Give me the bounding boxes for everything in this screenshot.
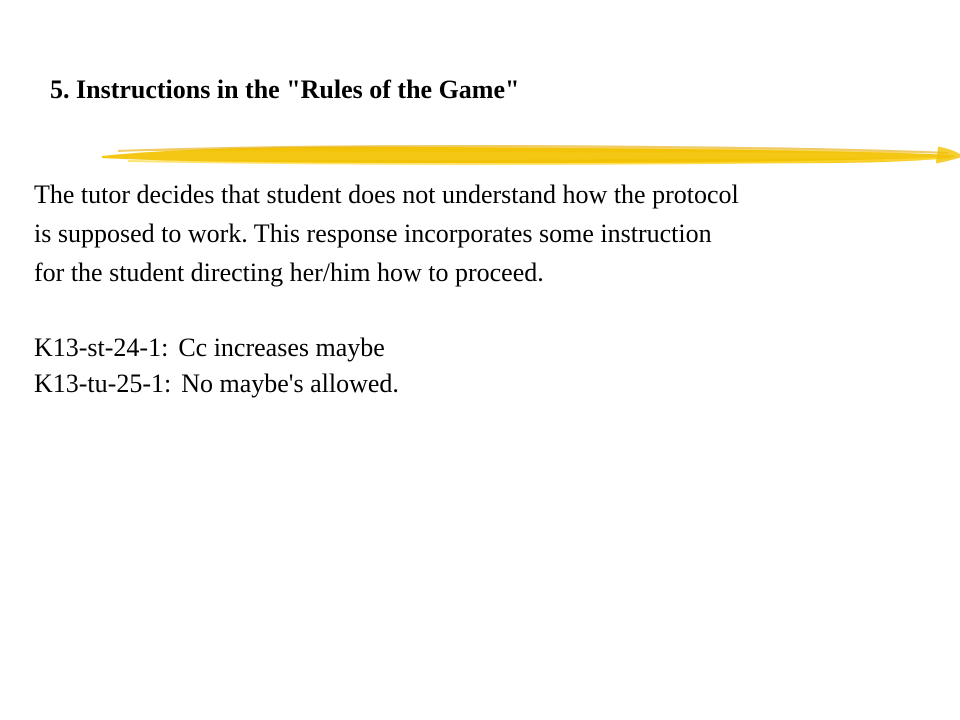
paragraph-line: for the student directing her/him how to proceed. <box>34 258 544 287</box>
paragraph-line: The tutor decides that student does not understand how the protocol <box>34 180 739 209</box>
paragraph-line: is supposed to work. This response incorporates some instruction <box>34 219 712 248</box>
slide-title: 5. Instructions in the "Rules of the Game" <box>50 75 520 104</box>
highlighter-stroke-tail <box>936 148 960 162</box>
highlighter-underline <box>98 136 960 176</box>
utterance-text: Cc increases maybe <box>178 333 385 362</box>
dialogue-turn <box>34 366 934 402</box>
explanation-paragraph <box>34 175 934 292</box>
speaker-id: K13-st-24-1: <box>34 333 169 362</box>
dialogue-excerpt <box>34 330 934 402</box>
utterance-text: No maybe's allowed. <box>181 369 399 398</box>
dialogue-turn <box>34 330 934 366</box>
speaker-id: K13-tu-25-1: <box>34 369 172 398</box>
